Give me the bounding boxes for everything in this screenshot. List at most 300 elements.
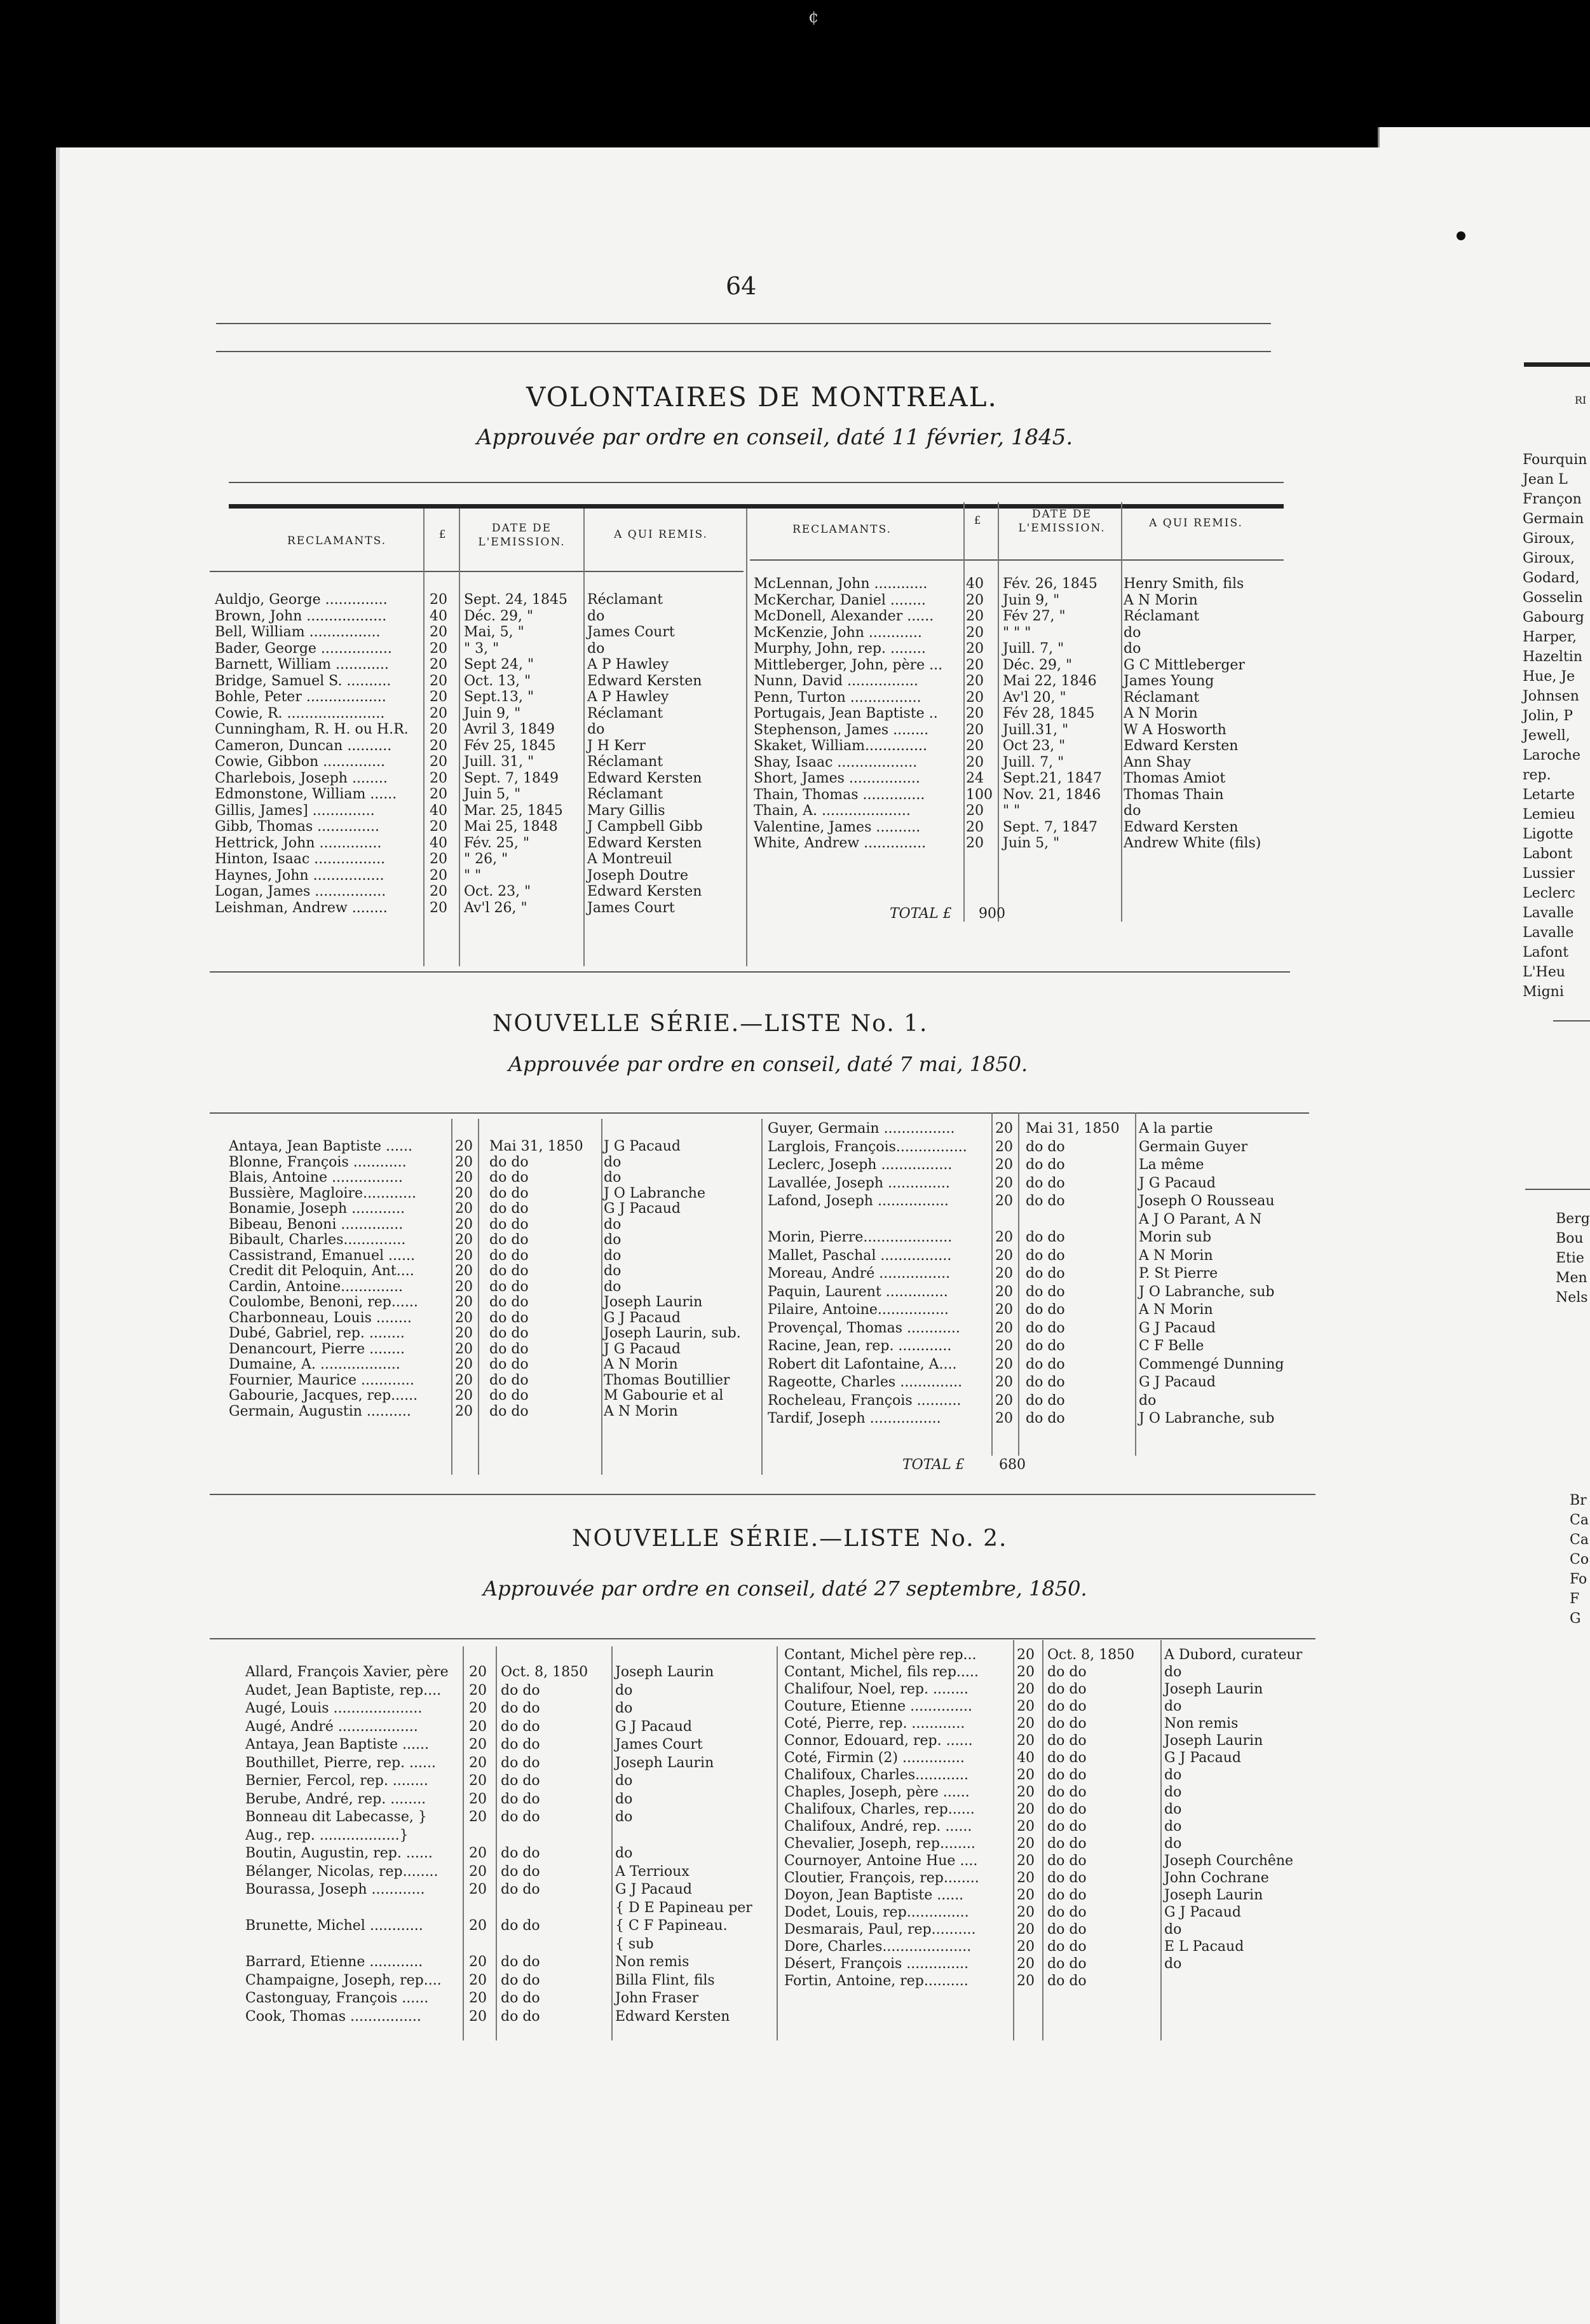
remitted-to: Réclamant <box>587 754 663 770</box>
issue-date: do do <box>1026 1138 1065 1155</box>
remitted-to: do <box>1124 624 1141 641</box>
amount: 20 <box>430 624 447 640</box>
issue-date: do do <box>489 1294 529 1310</box>
header-towhom-left: A QUI REMIS. <box>614 528 708 541</box>
issue-date: do do <box>489 1216 529 1233</box>
issue-date: Sept. 7, 1849 <box>464 770 559 786</box>
issue-date: do do <box>1026 1247 1065 1264</box>
table1-bottom-rule <box>210 971 1290 973</box>
remitted-to: Réclamant <box>587 705 663 721</box>
list-item: G <box>1570 1611 1581 1627</box>
issue-date: do do <box>1047 1681 1087 1697</box>
issue-date: Fév. 25, " <box>464 835 529 851</box>
list-item: Letarte <box>1523 787 1575 803</box>
issue-date: do do <box>1047 1922 1087 1938</box>
list-item: Co <box>1570 1552 1589 1568</box>
issue-date: do do <box>1026 1338 1065 1354</box>
issue-date: Oct. 23, " <box>464 884 531 899</box>
issue-date: Sept.21, 1847 <box>1003 770 1102 786</box>
right-page-block2 <box>1556 1209 1590 1308</box>
remitted-to: do <box>604 1154 622 1170</box>
issue-date: do do <box>1026 1157 1065 1173</box>
remitted-to: do <box>1124 803 1141 819</box>
remitted-to: do <box>1164 1819 1182 1835</box>
claimant-name: Désert, François .............. <box>784 1956 969 1972</box>
list-item: Ca <box>1570 1512 1589 1528</box>
amount: 20 <box>469 1863 487 1880</box>
amount: 20 <box>995 1338 1013 1354</box>
issue-date: Sept. 24, 1845 <box>464 592 567 608</box>
issue-date: Juill. 7, " <box>1003 641 1064 657</box>
amount: 20 <box>966 835 984 851</box>
issue-date: do do <box>1047 1870 1087 1886</box>
issue-date: Juill.31, " <box>1003 721 1069 738</box>
amount: 20 <box>469 1682 487 1699</box>
amount: 20 <box>469 1773 487 1789</box>
claimant-name: Blais, Antoine ................ <box>229 1170 403 1186</box>
amount: 20 <box>430 819 447 835</box>
section2-title: NOUVELLE SÉRIE.—LISTE No. 1. <box>493 1011 928 1037</box>
amount: 20 <box>1017 1647 1035 1663</box>
ink-dot <box>1457 231 1465 240</box>
list-item: Harper, <box>1523 629 1577 645</box>
issue-date: do do <box>1047 1801 1087 1817</box>
amount: 20 <box>966 592 984 608</box>
amount: 20 <box>966 657 984 673</box>
amount: 20 <box>995 1193 1013 1209</box>
remitted-to: G J Pacaud <box>1139 1374 1216 1390</box>
claimant-name: McKerchar, Daniel ........ <box>754 592 926 608</box>
claimant-name: Germain, Augustin .......... <box>229 1403 411 1419</box>
remitted-to: A Dubord, curateur <box>1164 1647 1303 1663</box>
issue-date: do do <box>501 1972 540 1988</box>
issue-date: do do <box>501 1773 540 1789</box>
amount: 20 <box>430 786 447 802</box>
amount: 20 <box>1017 1922 1035 1938</box>
remitted-to: Edward Kersten <box>587 835 702 851</box>
claimant-name: Bibeau, Benoni .............. <box>229 1216 404 1233</box>
list-item: Hazeltin <box>1523 649 1582 665</box>
amount: 20 <box>995 1411 1013 1426</box>
issue-date: do do <box>489 1170 529 1186</box>
claimant-name: Bélanger, Nicolas, rep........ <box>245 1863 438 1880</box>
issue-date: do do <box>1026 1193 1065 1209</box>
remitted-to: J G Pacaud <box>1139 1175 1216 1191</box>
claimant-name: Desmarais, Paul, rep.......... <box>784 1922 976 1938</box>
amount: 20 <box>995 1356 1013 1372</box>
issue-date: do do <box>1047 1767 1087 1783</box>
remitted-to: J G Pacaud <box>604 1341 681 1357</box>
claimant-name: Pilaire, Antoine................ <box>768 1302 949 1318</box>
amount: 20 <box>1017 1801 1035 1817</box>
list-item: Nels <box>1556 1290 1588 1306</box>
claimant-name: Cook, Thomas ................ <box>245 2008 421 2025</box>
issue-date: do do <box>501 1700 540 1716</box>
issue-date: do do <box>501 2008 540 2025</box>
claimant-name: Connor, Edouard, rep. ...... <box>784 1733 973 1749</box>
remitted-to: G J Pacaud <box>1164 1750 1241 1766</box>
remitted-to: James Court <box>587 624 675 640</box>
claimant-name: Castonguay, François ...... <box>245 1990 429 2006</box>
list-item: Fourquin <box>1523 452 1587 468</box>
claimant-name: Coté, Pierre, rep. ............ <box>784 1716 965 1732</box>
amount: 20 <box>1017 1904 1035 1920</box>
claimant-name: White, Andrew .............. <box>754 835 927 851</box>
issue-date: do do <box>501 1791 540 1807</box>
remitted-to: A N Morin <box>1139 1302 1213 1318</box>
list-item: Fo <box>1570 1571 1587 1587</box>
claimant-name: Bridge, Samuel S. .......... <box>215 673 391 689</box>
list-item: Lemieu <box>1523 807 1575 823</box>
amount: 20 <box>995 1157 1013 1173</box>
amount: 20 <box>469 1845 487 1861</box>
issue-date: do do <box>1047 1973 1087 1989</box>
list-item: Etie <box>1556 1250 1584 1266</box>
amount: 20 <box>966 738 984 754</box>
issue-date: " " <box>1003 803 1021 819</box>
remitted-to: do <box>604 1170 622 1186</box>
claimant-name: Fortin, Antoine, rep.......... <box>784 1973 968 1989</box>
remitted-to: Joseph Laurin <box>615 1754 714 1771</box>
remitted-to: Ann Shay <box>1124 754 1192 770</box>
table2-top-rule <box>210 1112 1309 1114</box>
header-pound-right: £ <box>974 514 982 527</box>
claimant-name: Short, James ................ <box>754 770 920 786</box>
claimant-name: Contant, Michel père rep... <box>784 1647 977 1663</box>
amount: 40 <box>430 835 447 851</box>
issue-date: do do <box>489 1185 529 1201</box>
amount: 20 <box>455 1388 473 1404</box>
remitted-to: Joseph O Rousseau <box>1139 1193 1275 1209</box>
issue-date: do do <box>489 1388 529 1404</box>
amount: 20 <box>995 1138 1013 1155</box>
amount: 20 <box>455 1263 473 1279</box>
issue-date: do do <box>1047 1887 1087 1903</box>
list-item: Ca <box>1570 1532 1589 1548</box>
amount: 20 <box>430 899 447 916</box>
remitted-to: A N Morin <box>1124 706 1198 721</box>
claimant-name: McKenzie, John ............ <box>754 624 922 641</box>
header-claimants-right: RECLAMANTS. <box>792 523 892 536</box>
remitted-to: Edward Kersten <box>1124 819 1239 835</box>
table3-top-rule <box>210 1638 1315 1639</box>
remitted-to: { sub <box>615 1936 654 1952</box>
claimant-name: Cowie, Gibbon .............. <box>215 754 386 770</box>
issue-date: Sept.13, " <box>464 689 534 705</box>
issue-date: do do <box>1047 1819 1087 1835</box>
remitted-to: A Montreuil <box>587 851 672 867</box>
col-line <box>777 1646 778 2040</box>
amount: 20 <box>455 1341 473 1357</box>
remitted-to: Réclamant <box>587 592 663 608</box>
issue-date: do do <box>1047 1939 1087 1955</box>
list-item: Gosselin <box>1523 590 1583 606</box>
remitted-to: A N Morin <box>1124 592 1198 608</box>
remitted-to: Joseph Laurin, sub. <box>604 1325 741 1341</box>
col-line <box>583 509 585 966</box>
remitted-to: James Court <box>615 1737 703 1753</box>
table2-total-label: TOTAL £ <box>902 1457 965 1473</box>
remitted-to: { D E Papineau per <box>615 1899 752 1916</box>
issue-date: do do <box>1026 1302 1065 1318</box>
amount: 20 <box>469 1664 487 1680</box>
amount: 20 <box>430 754 447 770</box>
issue-date: do do <box>501 1954 540 1970</box>
remitted-to: do <box>1164 1784 1182 1800</box>
issue-date: do do <box>489 1372 529 1388</box>
list-item: Br <box>1570 1493 1587 1508</box>
remitted-to: G J Pacaud <box>1139 1320 1216 1336</box>
list-item: Johnsen <box>1523 688 1579 704</box>
remitted-to: Morin sub <box>1139 1229 1212 1245</box>
amount: 20 <box>455 1138 473 1154</box>
right-page-rule-3 <box>1525 1189 1590 1190</box>
remitted-to: J H Kerr <box>587 737 646 754</box>
claimant-name: Hinton, Isaac ................ <box>215 851 386 867</box>
amount: 20 <box>469 1754 487 1771</box>
issue-date: Mai 31, 1850 <box>1026 1121 1120 1137</box>
issue-date: Sept 24, " <box>464 657 534 673</box>
claimant-name: Hettrick, John .............. <box>215 835 382 851</box>
claimant-name: Dodet, Louis, rep.............. <box>784 1904 969 1920</box>
table1-top-rule <box>229 482 1284 483</box>
col-line <box>1042 1640 1043 2040</box>
col-line <box>463 1646 464 2040</box>
claimant-name: Augé, André .................. <box>245 1718 418 1735</box>
issue-date: Oct. 8, 1850 <box>501 1664 588 1680</box>
claimant-name: Mallet, Paschal ................ <box>768 1247 952 1264</box>
list-item: Bou <box>1556 1231 1584 1247</box>
issue-date: Sept. 7, 1847 <box>1003 819 1097 835</box>
list-item: Labont <box>1523 846 1573 862</box>
claimant-name: Bonneau dit Labecasse, } <box>245 1809 427 1825</box>
amount: 24 <box>966 770 984 786</box>
amount: 20 <box>966 641 984 657</box>
amount: 20 <box>430 867 447 884</box>
header-date-left: DATE DE L'EMISSION. <box>478 522 566 549</box>
remitted-to: La même <box>1139 1157 1204 1173</box>
amount: 20 <box>1017 1939 1035 1955</box>
list-item: F <box>1570 1591 1580 1607</box>
claimant-name: Cassistrand, Emanuel ...... <box>229 1247 415 1264</box>
remitted-to: Réclamant <box>1124 689 1200 706</box>
issue-date: do do <box>489 1325 529 1341</box>
amount: 20 <box>455 1357 473 1372</box>
issue-date: Fév 28, 1845 <box>1003 706 1095 721</box>
remitted-to: J O Labranche <box>604 1185 705 1201</box>
amount: 20 <box>455 1170 473 1186</box>
claimant-name: Shay, Isaac .................. <box>754 754 918 770</box>
amount: 40 <box>966 576 984 592</box>
issue-date: do do <box>489 1154 529 1170</box>
claimant-name: Murphy, John, rep. ........ <box>754 641 926 657</box>
issue-date: Fév. 26, 1845 <box>1003 576 1097 592</box>
issue-date: do do <box>1047 1956 1087 1972</box>
remitted-to: Joseph Doutre <box>587 867 689 884</box>
amount: 20 <box>430 657 447 673</box>
issue-date: " 26, " <box>464 851 508 867</box>
remitted-to: Non remis <box>615 1954 690 1970</box>
amount: 20 <box>469 1700 487 1716</box>
issue-date: Juill. 31, " <box>464 754 534 770</box>
amount: 20 <box>1017 1973 1035 1989</box>
claimant-name: McDonell, Alexander ...... <box>754 608 934 624</box>
amount: 20 <box>995 1283 1013 1300</box>
issue-date: Oct. 13, " <box>464 673 531 689</box>
remitted-to: do <box>587 721 605 737</box>
amount: 20 <box>966 689 984 706</box>
header-claimants-left: RECLAMANTS. <box>287 535 387 547</box>
claimant-name: Penn, Turton ................ <box>754 689 921 706</box>
issue-date: Nov. 21, 1846 <box>1003 786 1101 803</box>
list-item: Godard, <box>1523 570 1580 586</box>
issue-date: do do <box>489 1201 529 1217</box>
right-page-block3 <box>1570 1491 1589 1629</box>
issue-date: Juin 9, " <box>464 705 521 721</box>
amount: 20 <box>455 1201 473 1217</box>
remitted-to: do <box>615 1682 633 1699</box>
remitted-to: G J Pacaud <box>1164 1904 1241 1920</box>
claimant-name: Antaya, Jean Baptiste ...... <box>245 1737 430 1753</box>
list-item: Berg <box>1556 1211 1590 1227</box>
amount: 20 <box>469 1954 487 1970</box>
claimant-name: Chalifoux, Charles, rep...... <box>784 1801 975 1817</box>
list-item: Jewell, <box>1523 728 1570 744</box>
section3-subtitle: Approuvée par ordre en conseil, daté 27 septembre, 1850. <box>483 1576 1087 1601</box>
issue-date: Av'l 26, " <box>464 899 527 916</box>
amount: 20 <box>430 851 447 867</box>
claimant-name: Aug., rep. ..................} <box>245 1827 409 1843</box>
claimant-name: Edmonstone, William ...... <box>215 786 397 802</box>
remitted-to: A Terrioux <box>615 1863 690 1880</box>
remitted-to: Thomas Thain <box>1124 786 1224 803</box>
remitted-to: do <box>615 1700 633 1716</box>
claimant-name: Antaya, Jean Baptiste ...... <box>229 1138 413 1154</box>
remitted-to: A la partie <box>1139 1121 1213 1137</box>
remitted-to: do <box>604 1247 622 1264</box>
col-line <box>423 509 425 966</box>
claimant-name: Thain, Thomas .............. <box>754 786 925 803</box>
right-page-rule-2 <box>1553 1020 1590 1022</box>
claimant-name: Bibault, Charles.............. <box>229 1232 406 1248</box>
remitted-to: Mary Gillis <box>587 802 665 819</box>
header-towhom-right: A QUI REMIS. <box>1149 517 1243 530</box>
claimant-name: Cournoyer, Antoine Hue .... <box>784 1853 978 1869</box>
list-item: L'Heu <box>1523 964 1566 980</box>
amount: 20 <box>995 1392 1013 1409</box>
remitted-to: { C F Papineau. <box>615 1918 728 1934</box>
remitted-to: do <box>1164 1836 1182 1852</box>
claimant-name: Bell, William ................ <box>215 624 381 640</box>
claimant-name: Gabourie, Jacques, rep...... <box>229 1388 418 1404</box>
claimant-name: Barnett, William ............ <box>215 657 389 673</box>
header-date-right: DATE DE L'EMISSION. <box>1018 508 1106 535</box>
claimant-name: Stephenson, James ........ <box>754 721 929 738</box>
right-page-rule <box>1524 362 1590 367</box>
claimant-name: Nunn, David ................ <box>754 673 918 689</box>
claimant-name: Coulombe, Benoni, rep...... <box>229 1294 418 1310</box>
amount: 20 <box>966 819 984 835</box>
remitted-to: do <box>1164 1767 1182 1783</box>
amount: 20 <box>430 640 447 657</box>
remitted-to: Thomas Amiot <box>1124 770 1226 786</box>
section1-title: VOLONTAIRES DE MONTREAL. <box>526 381 998 413</box>
remitted-to: Non remis <box>1164 1716 1239 1732</box>
claimant-name: Leclerc, Joseph ................ <box>768 1157 953 1173</box>
issue-date: " 3, " <box>464 640 499 657</box>
table2-total-value: 680 <box>999 1457 1026 1473</box>
claimant-name: Bussière, Magloire............ <box>229 1185 416 1201</box>
claimant-name: Brown, John .................. <box>215 608 387 624</box>
claimant-name: Gillis, James] .............. <box>215 802 375 819</box>
claimant-name: Audet, Jean Baptiste, rep.... <box>245 1682 442 1699</box>
amount: 20 <box>469 1990 487 2006</box>
issue-date: do do <box>1047 1699 1087 1714</box>
amount: 20 <box>1017 1716 1035 1732</box>
header-rule-right <box>750 559 1284 561</box>
amount: 20 <box>966 673 984 689</box>
list-item: Lafont <box>1523 945 1569 960</box>
remitted-to: Andrew White (fils) <box>1124 835 1261 851</box>
claimant-name: Coté, Firmin (2) .............. <box>784 1750 965 1766</box>
amount: 20 <box>455 1232 473 1248</box>
list-item: Giroux, <box>1523 550 1575 566</box>
claimant-name: Charlebois, Joseph ........ <box>215 770 388 786</box>
issue-date: do do <box>501 1682 540 1699</box>
claimant-name: Allard, François Xavier, père <box>245 1664 449 1680</box>
remitted-to: do <box>604 1278 622 1295</box>
issue-date: Déc. 29, " <box>464 608 534 624</box>
claimant-name: Chaples, Joseph, père ...... <box>784 1784 970 1800</box>
claimant-name: Augé, Louis .................... <box>245 1700 423 1716</box>
remitted-to: John Fraser <box>615 1990 699 2006</box>
amount: 20 <box>469 2008 487 2025</box>
claimant-name: Bouthillet, Pierre, rep. ...... <box>245 1754 437 1771</box>
remitted-to: do <box>615 1791 633 1807</box>
issue-date: do do <box>1026 1356 1065 1372</box>
issue-date: do do <box>501 1863 540 1880</box>
issue-date: do do <box>501 1737 540 1753</box>
issue-date: Avril 3, 1849 <box>464 721 555 737</box>
issue-date: " " <box>464 867 482 884</box>
issue-date: Juin 5, " <box>1003 835 1060 851</box>
amount: 20 <box>430 592 447 608</box>
amount: 40 <box>430 802 447 819</box>
remitted-to: E L Pacaud <box>1164 1939 1244 1955</box>
remitted-to: Joseph Laurin <box>1164 1733 1263 1749</box>
claimant-name: Barrard, Etienne ............ <box>245 1954 423 1970</box>
col-line <box>1135 1112 1136 1456</box>
amount: 20 <box>1017 1853 1035 1869</box>
claimant-name: Auldjo, George .............. <box>215 592 388 608</box>
remitted-to: do <box>615 1809 633 1825</box>
claimant-name: Chalifoux, André, rep. ...... <box>784 1819 972 1835</box>
col-line <box>1018 1112 1019 1456</box>
remitted-to: do <box>615 1845 633 1861</box>
claimant-name: Dubé, Gabriel, rep. ........ <box>229 1325 405 1341</box>
col-line <box>1160 1640 1162 2040</box>
col-line <box>478 1119 479 1475</box>
page-number: 64 <box>726 272 757 300</box>
claimant-name: Chevalier, Joseph, rep........ <box>784 1836 975 1852</box>
amount: 20 <box>1017 1733 1035 1749</box>
claimant-name: Champaigne, Joseph, rep.... <box>245 1972 442 1988</box>
amount: 40 <box>430 608 447 624</box>
amount: 20 <box>1017 1784 1035 1800</box>
issue-date: do do <box>1047 1784 1087 1800</box>
amount: 20 <box>455 1278 473 1295</box>
amount: 20 <box>995 1247 1013 1264</box>
